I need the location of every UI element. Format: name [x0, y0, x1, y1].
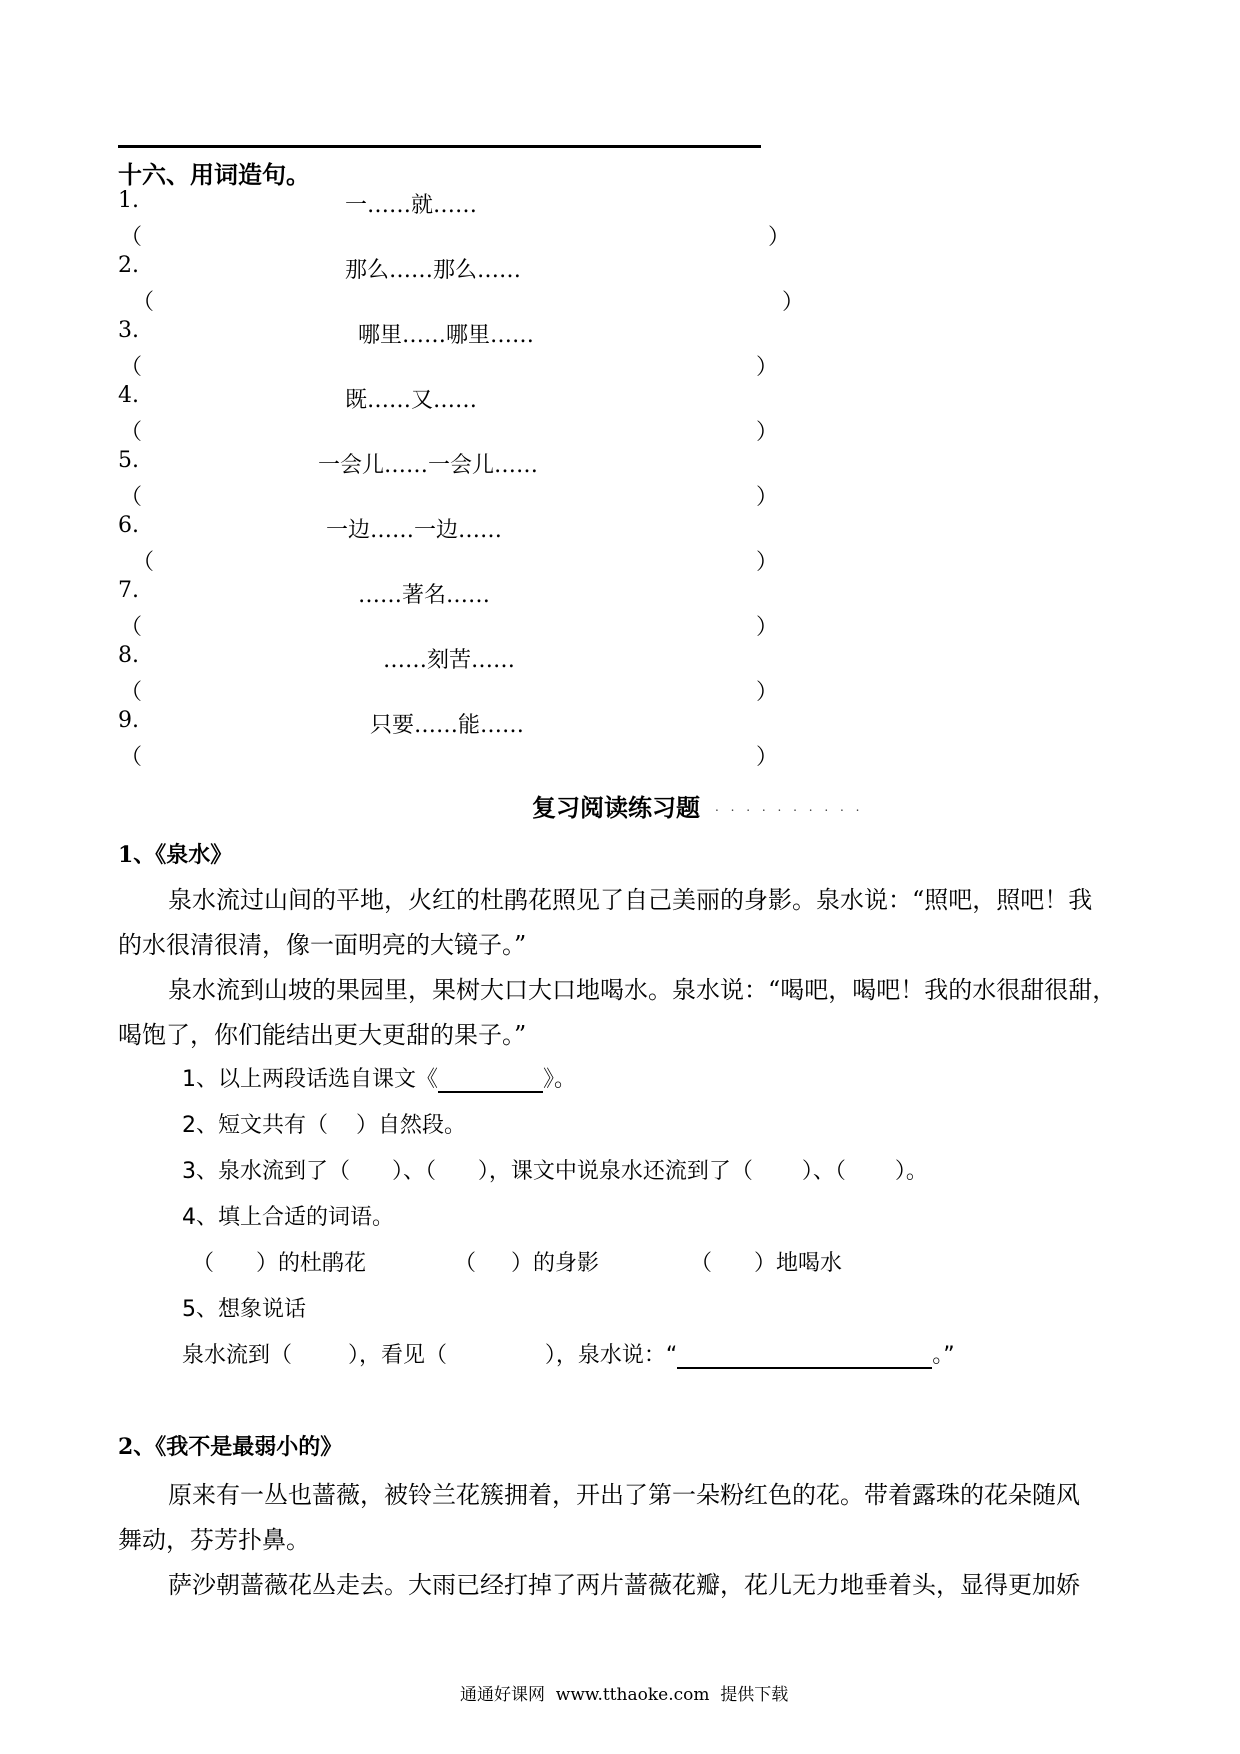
page-footer: 通通好课网 www.tthaoke.com 提供下载: [460, 1685, 789, 1705]
question-5: 5、想象说话: [182, 1297, 306, 1322]
answer-close-paren: ）: [756, 420, 779, 445]
question-2: 2、短文共有（ ）自然段。: [182, 1113, 466, 1138]
item-phrase: ……著名……: [358, 583, 491, 608]
item-number: 3.: [118, 318, 139, 343]
item-number: 1.: [118, 188, 139, 213]
reading1-paragraph1-line1: 泉水流过山间的平地，火红的杜鹃花照见了自己美丽的身影。泉水说：“照吧，照吧！我: [168, 886, 1093, 914]
question-1: [182, 1062, 576, 1093]
reading1-paragraph2-line2: 喝饱了，你们能结出更大更甜的果子。”: [118, 1021, 527, 1049]
reading1-paragraph2-line1: 泉水流到山坡的果园里，果树大口大口地喝水。泉水说：“喝吧，喝吧！我的水很甜很甜，: [168, 976, 1117, 1004]
reading2-paragraph2-line1: 萨沙朝蔷薇花丛走去。大雨已经打掉了两片蔷薇花瓣，花儿无力地垂着头，显得更加娇: [168, 1571, 1080, 1599]
item-phrase: 哪里……哪里……: [358, 323, 535, 348]
question-5-text: 泉水流到（ ），看见（ ），泉水说：“: [182, 1343, 678, 1368]
item-number: 4.: [118, 383, 139, 408]
item-phrase: 只要……能……: [370, 713, 525, 738]
answer-close-paren: ）: [768, 225, 791, 250]
question-5-close: 。”: [932, 1343, 955, 1368]
item-number: 2.: [118, 253, 139, 278]
review-title-dots: . . . . . . . . . .: [715, 800, 864, 814]
answer-close-paren: ）: [756, 680, 779, 705]
question-4: 4、填上合适的词语。: [182, 1205, 394, 1230]
item-number: 9.: [118, 708, 139, 733]
question-1-text: 1、以上两段话选自课文《: [182, 1067, 438, 1092]
question-1-blank[interactable]: [438, 1069, 543, 1093]
answer-close-paren: ）: [756, 485, 779, 510]
item-phrase: 一……就……: [345, 193, 478, 218]
item-phrase: ……刻苦……: [383, 648, 516, 673]
answer-open-paren: （: [120, 355, 143, 380]
reading2-paragraph1-line2: 舞动，芬芳扑鼻。: [118, 1526, 310, 1554]
answer-open-paren: （: [120, 420, 143, 445]
question-5-line: [182, 1338, 955, 1369]
answer-close-paren: ）: [782, 290, 805, 315]
item-phrase: 一边……一边……: [326, 518, 503, 543]
item-phrase: 那么……那么……: [345, 258, 522, 283]
section-title: 十六、用词造句。: [118, 160, 310, 189]
item-phrase: 一会儿……一会儿……: [318, 453, 539, 478]
item-number: 6.: [118, 513, 139, 538]
question-5-blank[interactable]: [677, 1345, 932, 1369]
answer-open-paren: （: [120, 745, 143, 770]
answer-open-paren: （: [120, 615, 143, 640]
item-phrase: 既……又……: [345, 388, 478, 413]
answer-open-paren: （: [120, 680, 143, 705]
answer-close-paren: ）: [756, 355, 779, 380]
answer-open-paren: （: [132, 550, 155, 575]
question-4-blank-b: （ ）的身影: [454, 1251, 599, 1276]
item-number: 5.: [118, 448, 139, 473]
reading1-heading: 1、《泉水》: [118, 842, 233, 868]
question-4-blank-c: （ ）地喝水: [690, 1251, 842, 1276]
reading2-heading: 2、《我不是最弱小的》: [118, 1434, 343, 1460]
answer-open-paren: （: [120, 225, 143, 250]
question-4-blank-a: （ ）的杜鹃花: [192, 1251, 366, 1276]
answer-close-paren: ）: [756, 550, 779, 575]
answer-close-paren: ）: [756, 615, 779, 640]
answer-close-paren: ）: [756, 745, 779, 770]
question-3: 3、泉水流到了（ ）、（ ），课文中说泉水还流到了（ ）、（ ）。: [182, 1159, 928, 1184]
reading1-paragraph1-line2: 的水很清很清，像一面明亮的大镜子。”: [118, 931, 527, 959]
review-title: 复习阅读练习题: [532, 793, 700, 822]
answer-open-paren: （: [120, 485, 143, 510]
top-rule: [118, 145, 761, 148]
answer-open-paren: （: [132, 290, 155, 315]
item-number: 7.: [118, 578, 139, 603]
reading2-paragraph1-line1: 原来有一丛也蔷薇，被铃兰花簇拥着，开出了第一朵粉红色的花。带着露珠的花朵随风: [168, 1481, 1080, 1509]
question-1-close: 》。: [543, 1067, 577, 1092]
item-number: 8.: [118, 643, 139, 668]
